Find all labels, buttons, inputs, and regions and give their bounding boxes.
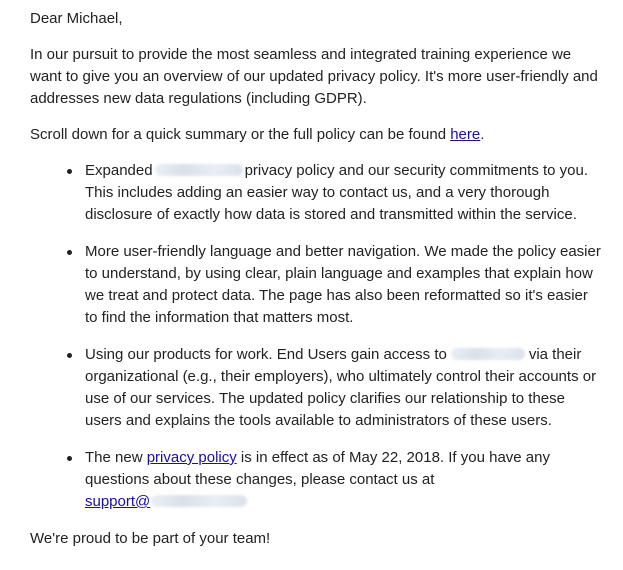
- point-4-before: The new: [85, 449, 147, 466]
- redacted-email-domain: [151, 495, 247, 507]
- greeting: Dear Michael,: [30, 10, 123, 27]
- scroll-note-text: Scroll down for a quick summary or the full policy can be found: [30, 126, 451, 143]
- point-2-text: More user-friendly language and better navigation. We made the policy easier to understand, by using clear, plain language and examples that explain how we treat and protect data. The page has also been reformatted so it's easier to find the information that matters most.: [85, 243, 601, 326]
- point-1-after: privacy policy and our security commitments to you. This includes adding an easier way to contact us, and a very thorough disclosure of exactly how data is stored and transmitted within the service.: [85, 162, 589, 223]
- list-item: [85, 344, 601, 432]
- support-email-link[interactable]: [85, 493, 247, 510]
- list-item: [85, 241, 601, 329]
- privacy-policy-link[interactable]: privacy policy: [146, 449, 237, 466]
- point-3-before: Using our products for work. End Users gain access to: [85, 346, 447, 363]
- closing-line: We're proud to be part of your team!: [30, 530, 271, 547]
- scroll-note: [30, 124, 601, 146]
- scroll-note-end: .: [480, 126, 485, 143]
- intro-paragraph: In our pursuit to provide the most seamless and integrated training experience we want to give you an overview of our updated privacy policy. It's more user-friendly and addresses new data regulations (including GDPR).: [30, 46, 598, 107]
- list-item: [85, 447, 601, 513]
- full-policy-link[interactable]: here: [450, 126, 481, 143]
- point-3-after: via their organizational (e.g., their employers), who ultimately control their accounts or use of our services. The updated policy clarifies our relationship to these users and explains the tools available to administrators of these users.: [85, 346, 597, 429]
- summary-list: [30, 160, 601, 513]
- point-1-before: Expanded: [85, 162, 153, 179]
- point-4-after: is in effect as of May 22, 2018. If you have any questions about these changes, please contact us at: [85, 449, 550, 488]
- redacted-brand-name: [155, 164, 243, 176]
- list-item: [85, 160, 601, 226]
- redacted-brand-name: [451, 348, 525, 360]
- support-email-prefix: support@: [85, 493, 151, 510]
